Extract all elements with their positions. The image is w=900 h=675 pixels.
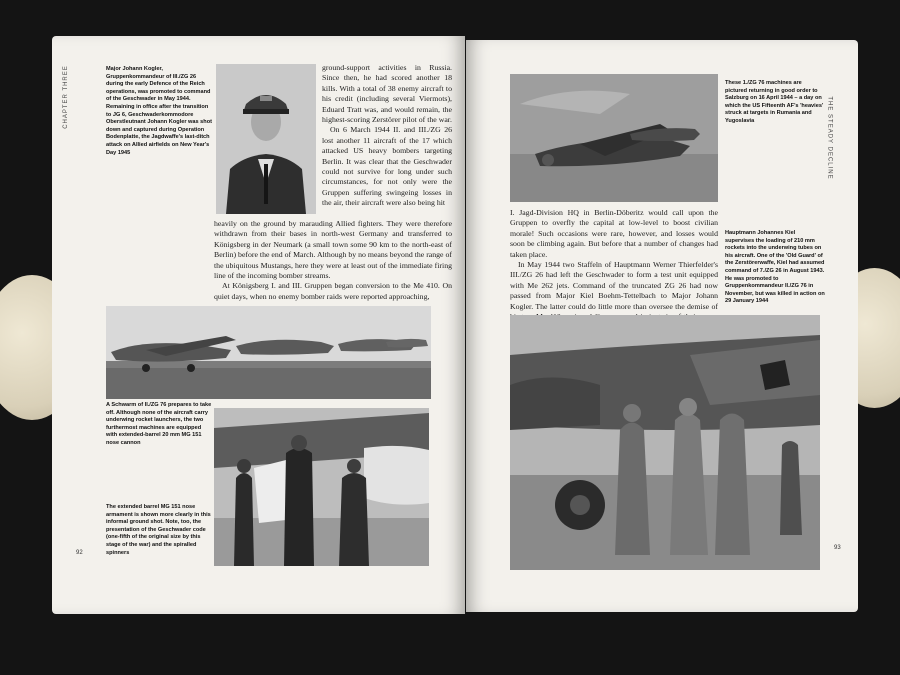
left-full-paragraph-2: At Königsberg I. and III. Gruppen began conversion to the Me 410. On quiet days, when no enemy bomber raids were reported approaching, [214, 281, 452, 301]
left-column-text [322, 63, 452, 209]
lineup-caption: A Schwarm of II./ZG 76 prepares to take off. Although none of the aircraft carry underwing rocket launchers, the two furthermost machines are equipped with extended-barrel 20 mm MG 151 nose cannon [106, 402, 212, 446]
left-full-width-text [214, 219, 452, 302]
left-column-paragraph-1: ground-support activities in Russia. Since then, he had scored another 18 kills. With a total of 38 enemy aircraft to his credit (including several Viermots), Eduard Tratt was, and would remain, the highest-scoring Zerstörer pilot of the war. [322, 63, 452, 125]
aircraft-lineup-photo [106, 306, 431, 399]
group-photo-caption: The extended barrel MG 151 nose armament is shown more clearly in this informal ground shot. Note, too, the presentation of the Geschwader code (one-fifth of the original size by this stage of the war) and the spiralled spinners [106, 504, 211, 556]
portrait-photo [216, 64, 316, 214]
left-running-head: CHAPTER THREE [62, 65, 69, 129]
left-column-paragraph-2: On 6 March 1944 II. and III./ZG 26 lost another 11 aircraft of the 17 which attacked US heavy bombers targeting Berlin. It was clear that the Geschwader could not survive for long under such circumstances, for not only were the Gruppen suffering swingeing losses in the air, their aircraft were also being hit [322, 125, 452, 208]
right-page-number: 93 [834, 545, 841, 551]
left-page [52, 36, 465, 614]
right-paragraph-1: I. Jagd-Division HQ in Berlin-Döberitz would call upon the Gruppen to overfly the capital at low-level to boost civilian morale! Such occasions were rare, however, and losses would soon be climbing again. But before that a number of changes had taken place. [510, 208, 718, 259]
left-full-paragraph-1: heavily on the ground by marauding Allied fighters. They were therefore withdrawn from their bases in north-west Germany and transferred to Königsberg in der Neumark (a small town some 90 km to the north-east of Berlin) before the end of March. Although by no means beyond the range of the ubiquitous Mustangs, here they were at least out of the immediate firing line of the incoming bomber streams. [214, 219, 452, 281]
rocket-loading-caption: Hauptmann Johannes Kiel supervises the loading of 210 mm rockets into the underwing tubes on his aircraft. One of the 'Old Guard' of the Zerstörerwaffe, Kiel had assumed command of 7./ZG 26 in August 1943. He was promoted to Gruppenkommandeur II./ZG 76 in November, but was killed in action on 29 January 1944 [725, 230, 825, 305]
right-page [466, 40, 858, 612]
ground-crew-photo [214, 408, 429, 566]
left-page-number: 92 [76, 550, 83, 556]
right-paragraph-2: In May 1944 two Staffeln of Hauptmann Werner Thierfelder's III./ZG 26 had left the Geschwader to form a test unit equipped with Me 262 jets. Command of the truncated ZG 26 had now passed from Major Kiel Boehm-Tettelbach to Major Johann Kogler. The latter could do little more than oversee the demise of [510, 260, 718, 311]
formation-caption: These 1./ZG 76 machines are pictured returning in good order to Salzburg on 16 April 1944 – a day on which the US Fifteenth AF's 'heavies' struck at targets in Rumania and Yugoslavia [725, 80, 824, 124]
right-running-head: THE STEADY DECLINE [826, 96, 833, 180]
portrait-caption: Major Johann Kogler, Gruppenkommandeur of III./ZG 26 during the early Defence of the Reich operations, was promoted to command of the Geschwader in May 1944. Remaining in office after the transition to JG 6, Geschwaderkommodore Oberstleutnant Johann Kogler was shot down and captured during Operation Bodenplatte, the Jagdwaffe's last-ditch attack on Allied airfields on New Year's Day 1945 [106, 66, 212, 156]
formation-flight-photo [510, 74, 718, 202]
rocket-loading-photo [510, 315, 820, 570]
